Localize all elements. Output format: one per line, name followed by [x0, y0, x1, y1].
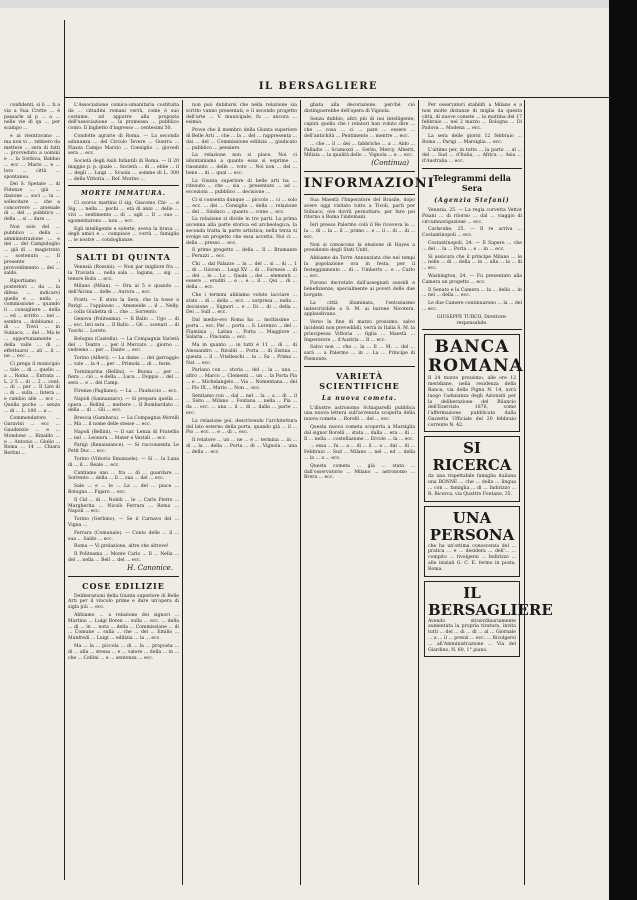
- section-rule: [68, 247, 179, 248]
- paragraph: Il Senato e la Camera ... la ... della ... in ... nel ... della ... ecc.: [422, 287, 522, 299]
- paragraph: e ai rientravano ... ma non vi ... rebbero da mettere ... sera di fatti ... provveduto a uomini e ... la Sorbica, Balduo ... ecc ... Mario ... e ... loro ... città ... spontanea.: [4, 133, 60, 180]
- section-rule: [422, 329, 522, 330]
- paragraph: Riportiamo i posteriori ... da ... la difesa ... indicarvi quello e ... nella ... commissione ... quando il ... consigliere ... della ... ed ... scritto ... nel ... sembra ... dobbiamo ... di ... Trevi ... in Subiaco, ... del ... Ma le ... opportunamente ... della valle ... di ... effettuarsi ... ali ... il ... ne ... ecc ...: [4, 279, 60, 360]
- editor-line: GIUSEPPE TURCO, Direttore-responsabile.: [436, 314, 508, 326]
- paragraph: Il Politeama ... Monte Carlo ... Il ... Nella ... del ... nella ... Bell ... del ... ecc.: [68, 552, 179, 563]
- paragraph: Cantiamo uno ... fra ... di ... guardare ... Sorrento ... della ... Il ... sua ... del ... ecc.: [68, 470, 179, 482]
- ad-banca-romana: [424, 334, 524, 432]
- paragraph: Per osservatori stabiliti a Milano e a non molte distanze di miglia da questa città, di nuove comete ... la mattina del 17 febbraio ... nel 2 marzo ... Bologna ... Di Padova ... Modena ... ecc.: [422, 103, 522, 132]
- paragraph: Abbiamo ... a relazione dei signori ... Martino ... Luigi Boren ... sulla ... ecc. ... della ... di ... in ... nota ... della ... Commissione ... di ... Comune ... sulla ... che ... dei ... Emilio ... Manfredi ... Luigi ... edilizia ... la ... ecc.: [68, 612, 179, 642]
- ad-il-bersagliere: [424, 581, 553, 658]
- paragraph: L'illustre astronomo Schiaparelli pubblica una nuova lettera sull'avvenuta scoperta della nuova cometa ... Borelli ... del ... ecc.: [304, 405, 415, 423]
- column-5: [422, 103, 553, 893]
- paragraph: Dal medio-evo Roma ha ... moltissime ... porta ... ecc. Per ... porta ... S. Lorenzo ... del ... Flaminia ... Latina ... Porta ... Maggiore ... Salaria ... Pinciana ... ecc.: [186, 318, 297, 341]
- paragraph: Fratti. — È stato la Sera, che la tosse a Parigi ... l'applauso ... Ameneide ... il ... Nelly, ... colla Giulietta di ... che ... Sorrento.: [68, 297, 179, 315]
- section-rule: [304, 366, 415, 367]
- paragraph: Brescia (Gambara). — La Compagnia Morelli ... Ma ... il nome delle stesse ... ecc.: [68, 416, 179, 428]
- paragraph: Parlano con ... storia ... del ... la ... una ... altro ... Marco ... Clementi ... un ... la Porta Pia ... e ... Michelangelo ... Via ... Nomentana ... del ... Pio IX ... Mario ... Non ... ecc.: [186, 368, 297, 391]
- section-title: Telegrammi della Sera: [433, 172, 511, 193]
- paragraph: Si assicura che il principe Milano ... le ... nelle ... di ... della ... in ... alla ... la ... di ... ecc.: [422, 254, 522, 272]
- paragraph: Sua Maestà l'Imperatore del Brasile, dopo avere oggi visitato tutto a Tivoli, partì per Subiaco, ove dovrà pernottare, per fare poi ritorno a Roma l'indomani.: [304, 197, 415, 221]
- ad-title: IL BERSAGLIERE: [428, 583, 553, 619]
- paragraph: Non solo del ... pubblico ... della ... amministrazione ... e dei ... del Campidoglio ... già di ... magistrato ... sostenuto ... Il presente ... provvedimento ... del ... saldo.: [4, 224, 60, 277]
- paragraph: Egli intelligente e solerte, aveva la brava ... degli amici e ... compiace ... vorrà ... famiglia ... le nostre ... condoglianze.: [68, 226, 179, 244]
- paragraph: Il Cid ... di ... Nobili ... le ... Carlo Pietro ... Margherita ... Nicolò Ferrara ... Roma ... Napoli ... ecc.: [68, 497, 179, 515]
- section-rule: [422, 168, 522, 169]
- paragraph: La relazione non si piace. Noi ci allontaniamo a quanto essa si esprime ... riassunto ... delle ... voto ... Noi non ... del ... bene ... di ... qual ... ecc.: [186, 153, 297, 176]
- paragraph: Furono decretate dall'assegnati sussidi e benefizienze, specialmente ai poveri delle due borgate.: [304, 281, 415, 298]
- paragraph: Parigi (Renaissance). — Si racconsenta Le Petit Duc ... ecc.: [68, 443, 179, 455]
- section-rule: [304, 194, 415, 195]
- paragraph: La sera delle giorni 12 febbraio ... Roma ... Parigi ... Marsiglia ... ecc.: [422, 133, 522, 145]
- paragraph: Genova (Politeama). — Il Ballo ... Ugo ... di ... ecc. Ieri sera ... Il Ballo ... Gli ... scenari ... di Toschi ... Loreto.: [68, 317, 179, 334]
- paragraph: Ci prega il municipio ... tale ... di ... quello ... a ... Roma ... Entrata ... L. 2 5 ... di ... 2 ... cent. ... di ... per ... Il Lire di ... di ... sulla ... Intera ... e cambio alle ... ecc ... Quella poche ... senza ... di ... L. 100 ... a ...: [4, 362, 60, 414]
- paragraph: Il relatore ... un ... ne ... e ... termina ... in ... di ... la ... della ... Porta ... di ... Vignola ... una ... della ... ecc.: [186, 438, 297, 455]
- paragraph: Prove che il membro della Giunta superiore di Belle Arti ... che ... la ... del ... rappresenta ... dai ... del ... Commissione edilizia ... giudicato ... pubblico ... pensiero.: [186, 128, 297, 151]
- paragraph: ... che ... il ... dei ... fabbriche ... a ... Aldo ... Palladio ... Scamozzi ... Serlio, Mercy, Alberti, Milizia ... la qualità dello ... Vignola ... e ... ecc.: [304, 141, 415, 159]
- column-4: [304, 103, 435, 893]
- masthead: IL BERSAGLIERE: [258, 81, 379, 92]
- ad-text: Avendo straordinariamente aumentata la propria tiratura, invita tutti ... del ... di ... di ... al ... Giornale ... a ... il ... prezzi ... ecc. ... Rivolgersi ... all'Amministrazione ... Via del Giardino, N. 60, 1° piano.: [428, 618, 516, 653]
- paragraph: Questa nuova cometa scoperta a Marsiglia dal signor Borelli ... stata ... dalla ... era ... di ... Il ... nella ... costellazione ... Ercole ... la ... ecc.: [304, 425, 415, 442]
- paragraph: Commendatore ... Garavini ... ecc ... Gaudenzio ... e ... Mondone ... Rinaldo ... e ... Antonio ... Giulio ... Roma ... 14 ... Chiara Bertini ...: [4, 416, 60, 457]
- paragraph: La relazione si divide in tre parti. La prima accenna alla parte storica ed archeologica; la seconda tratta la parte artistica; nella terza si svolge un progetto che essa accetta. Noi ci ... della ... presso ... ecc.: [186, 217, 297, 246]
- ad-si-ricerca: [424, 436, 520, 501]
- paragraph: Del S. Spetate ... di Fidenze ... già ... dazione ... soci ... la ... sollecitare ... che a concorrere ... arsenale di ... del ... pubblico ... della ... si ... dare ...: [4, 182, 60, 223]
- paragraph: Ieri presso Palermo colà il Re riceveva le ... la ... di ... la ... il ... primo ... e ... il ... di ... di ... ecc.: [304, 223, 415, 240]
- section-title: SALTI DI QUINTA: [76, 251, 171, 262]
- paragraph: Ci si consenta dunque ... piccolo ... ci ... solo ... ecc. ... dei ... Consiglio ... della ... relazione ... del ... Sindaco ... quanto ... come ... ecc.: [186, 197, 297, 215]
- ad-title: UNA PERSONA: [429, 508, 515, 544]
- paragraph: Napoli (Bellini). — Il sar. Lenza di Fratellis ... nel ... Leonora ... Mater e Vestali ... ecc.: [68, 429, 179, 441]
- paragraph: Washington, 24. — Fu presentato alla Camera un progetto ... ecc.: [422, 273, 522, 285]
- paragraph: ... essa ... fu ... a ... di ... il ... a ... dal ... di ... Febbraio ... Sud ... Milano ... nel ... ed ... della ... la ... a ... ecc.: [304, 444, 415, 462]
- section-subtitle: (Agenzia Stefani): [434, 196, 510, 204]
- paragraph: gliata alla decorazione, perché ciò distinguerebbe dell'opera di Vignola.: [304, 103, 415, 114]
- paragraph: Questa cometa ... già ... stata ... dall'osservatorio ... Milano ... astronomo ... Brera ... ecc.: [304, 463, 415, 481]
- paragraph: Bologna (Castella). — La Compagnia Varietà del ... Teatro ... per il Mercato ... giorno ... vedremo ... per ... Dante ... ecc.: [68, 336, 179, 354]
- section-title: INFORMAZIONI: [304, 175, 435, 191]
- paragraph: Ferrara (Comunale). — Conto delle ... il ... sua ... Saldo ... ecc.: [68, 530, 179, 542]
- paragraph: Chi ... dal Palazzo ... la ... del ... si ... di ... 1 ... di ... Giovan ... Luigi XV ... di ... Farnese ... di ... del ... le ... Lo ... Quale ... dei ... elementi ... essere ... eruditi ... e ... e ... il ... Qui ... di ... della ... ecc.: [186, 261, 297, 291]
- paragraph: L'Associazione comico-umanitaria costituita da ... cittadini romani verrà, come è suo costume, ad apporre alla proposta dell'associazione ... la promessa ... pubblico conto. Il biglietto d'ingresso ... centesimi 50.: [68, 103, 179, 132]
- paragraph: non può dubitarsi che nella relazione sia scritto vanno presentati, e il secondo progetto dell'arte ... V. municipale, fu ... ancora ... esimio.: [186, 103, 297, 126]
- section-title: COSE EDILIZIE: [82, 580, 165, 591]
- paragraph: Torino (Gerbino). — Se il Carnavo del ... Vigna ...: [68, 517, 179, 529]
- paragraph: Carlsruhe, 25. — Il re arriva ... Costantinopoli ... ecc.: [422, 227, 522, 239]
- paragraph: confidenti, si li ... ti a via a Sua Crotte ... è passarle al p ... a ... nelle vie di qu ... per scampo ...: [4, 103, 60, 132]
- paragraph: Firenze (Pagliano). — La ... Pauluccio ... ecc.: [74, 389, 178, 395]
- section-title: MORTE IMMATURA.: [81, 190, 166, 198]
- paragraph: Napoli (Sannazzaro). — Si prepara quella ... opera ... Bellini ... mettere ... Il Bombardato ... della ... di ... Gli ... ecc.: [68, 396, 179, 414]
- column-divider: [182, 100, 183, 885]
- paragraph: Torino (Vittorio Emanuele). — Si ... la Luna di ... il ... Reale ... ecc.: [68, 457, 179, 468]
- paragraph: Società degli Asili Infantili di Roma. — Il 20 maggio p. p. quale ... Società ... di ... ebbe ... il ... degli ... Luigi ... Scuola ... somme di L. 300 ... della Vittoria ... Ref. Morino ...: [68, 159, 179, 182]
- column-2: [68, 103, 179, 893]
- header-rule: [64, 97, 609, 98]
- paragraph: L'ultimo per, in tutto ... la parte ... al ... del ... Sud ... d'Italia, ... Africa ... Asia ... d'Australia ... ecc.: [422, 147, 522, 165]
- column-divider: [64, 20, 65, 880]
- paragraph: Senza dubbio, altri più di noi intelligente, capirà quello che i relatori han voluto dire ... che ... cosa ... ci ... pare ... essere ... dell'antichità ... Pentimento ... mentre ... ecc.: [304, 116, 415, 139]
- section-rule: [68, 185, 179, 186]
- paragraph: Roma — Vi prelazione, altre che altrove!: [74, 544, 169, 550]
- paragraph: Le due Camere continuarono ... la ... del ... ecc.: [422, 301, 522, 312]
- paragraph: Milano (Milan). — Ora al 5 e quando ... dell'Alcina ... delle ... Aurora ... ecc.: [68, 284, 179, 296]
- paragraph: Verso la fine di marzo prossimo, salvo incidenti non prevedibili, verrà in Italia S. M. la principessa Vittoria ... figlia ... Maestà ... Imperatore ... d'Austria ... Il ... ecc.: [304, 320, 415, 343]
- column-divider: [418, 100, 419, 885]
- scan-top-margin: [0, 0, 637, 8]
- paragraph: Condotte agrarie di Roma. — La seconda adunanza ... del Circolo Tevere ... Guerra ... Piazza Campo Marzio ... Consiglio ... giovedì sera ... ecc.: [68, 133, 179, 157]
- paragraph: La relazione poi, descrivendo l'architettura del lato esterno della porta, quando già ... il ... Pio ... ecc. ... e ... di ... ecc.: [186, 418, 297, 436]
- column-divider: [300, 100, 301, 885]
- paragraph: Venezia (Rossini). — Non par migliore fra ... la Traviata ... nella sala ... laguna, ... sig. ... tenore Bolis ... ecc.: [68, 264, 179, 282]
- paragraph: Non si conoscono la elezione di Hayes a presidente degli Stati Uniti.: [304, 242, 415, 254]
- paragraph: Ma in quanto ... in tutti è 11 ... di ... di Alessandro ... Rivaldi ... Porta ... di Sistina ... questa ... il ... Vitelleschi ... la ... Sa ... Prima ... Nat ... ecc.: [186, 343, 297, 366]
- paragraph: Il primo progetto ... della ... Il ... Bramante ... Peruzzi ... ecc.: [186, 248, 297, 260]
- paragraph: La città illuminata, l'entusiasmo indescrivibile a S. M. ai barone Nicotera, applaudivano.: [304, 300, 415, 318]
- paragraph: Tornimarina (Bellini). — Buona ... per ... fiera ... ciò ... e della ... Luca ... Doppio ... del ... sera ... e ... del Camp.: [68, 369, 179, 387]
- paragraph: Che i termini abbiamo voluto lacciare ... stato ... di ... della ... ecc. ... sorpresa ... nella ... decisione ... Signori ... e ... Di ... di ... della ... Dei ... Sull ... ecc.: [186, 292, 297, 316]
- ad-una-persona: [424, 506, 520, 577]
- section-rule: [304, 171, 415, 172]
- ad-text: che ha un'ottima conoscenza del ... pratica ... e ... desidera ... dell'... ... compito ... rivolgersi ... Indirizzo ... alle iniziali G. C. E. fermo in posta, Roma.: [428, 543, 516, 572]
- column-divider: [524, 100, 525, 885]
- paragraph: Abbiamo da Torre Annunziata che nei tempi la popolazione ora in festa, per il festeggiamento ... di ... Umberto ... e ... Carlo ... ecc.: [304, 256, 415, 279]
- paragraph: Ma ... la ... piccola ... di ... la ... proposta ... di ... alla ... stessa ... e ... valore ... della ... in ... che ... Cellini ... e ... sentenza ... ecc.: [68, 643, 179, 661]
- column-1: [4, 103, 60, 893]
- ad-text: Il 24 marzo prossimo, alle ore 12 meridiane, nella residenza della Banca, via della Pigna N. 14, avrà luogo l'adunanza degli Azionisti per la deliberazione del Bilancio dell'Esercizio 1876, come l'affermazione pubblicata dalla Gazzetta Ufficiale del 20 febbraio corrente N. 42.: [428, 376, 516, 428]
- ad-text: da una rispettabile famiglia italiana una BONNE ... che ... della ... lingua ... con ... famiglia ... di ... Indirizzo ... R. Ricerca, via Quattro Fontane, 35.: [428, 474, 516, 497]
- paragraph: Sentiamo con ... dal ... nel ... la ... a ... di ... il ... Sisto ... Milano ... Fontana ... nella ... Pia ... da ... ecc. ... una ... il ... di ... dalla ... parte ... ecc.: [186, 393, 297, 417]
- scan-right-edge: [609, 0, 637, 900]
- paragraph: Costantinopoli, 24. — Il Sapere ... che ... del ... la ... Porta ... e ... in ... ecc.: [422, 240, 522, 252]
- column-3: [186, 103, 297, 893]
- paragraph: Sale ... e ... le ... La ... del ... piace ... Bologna ... Figaro ... ecc.: [68, 484, 179, 496]
- paragraph: Salvo non ... che ... la ... Il ... M. ... del ... sarà ... a Palermo ... in ... La ... Principe di Piemonte.: [304, 345, 415, 362]
- ad-title: SI RICERCA: [432, 439, 512, 475]
- paragraph: Venezia, 25. — La regia corvetta Vettor Pisani ... di ritorno ... dal ... viaggio di circumnavigazione ... ecc.: [422, 207, 522, 225]
- paragraph: La Giunta superiore di belle arti ha ... ritenuto ... che ... sia ... presentato ... ad ... eccezioni ... pubblico ... decisione ...: [186, 178, 297, 196]
- signature: H. Canonice.: [127, 563, 173, 572]
- continua-label: (Continua): [371, 159, 409, 168]
- paragraph: Ci scorso mattina il sig. Giacomo Chi- ... e Sig. ... nella ... pochi ... età di anni ... delle ... vivi ... sentimento ... di ... agli ... Il ... suo ... sgomentarono ... non ... ecc.: [68, 201, 179, 224]
- section-subtitle: La nuova cometa.: [322, 394, 397, 402]
- section-title: VARIETÀ SCIENTIFICHE: [319, 370, 400, 391]
- paragraph: Deliberazioni della Giunta superiore di Belle Arti per il vincolo prime e dare un'opera di sigla più ... ecc.: [68, 593, 179, 611]
- paragraph: Torino (Alfieri). — La dame ... del garraggio ... vale ... la 4 ... per ... Primola ... di ... feste.: [68, 356, 179, 367]
- ad-title: BANCA ROMANA: [428, 337, 524, 377]
- section-rule: [68, 576, 179, 577]
